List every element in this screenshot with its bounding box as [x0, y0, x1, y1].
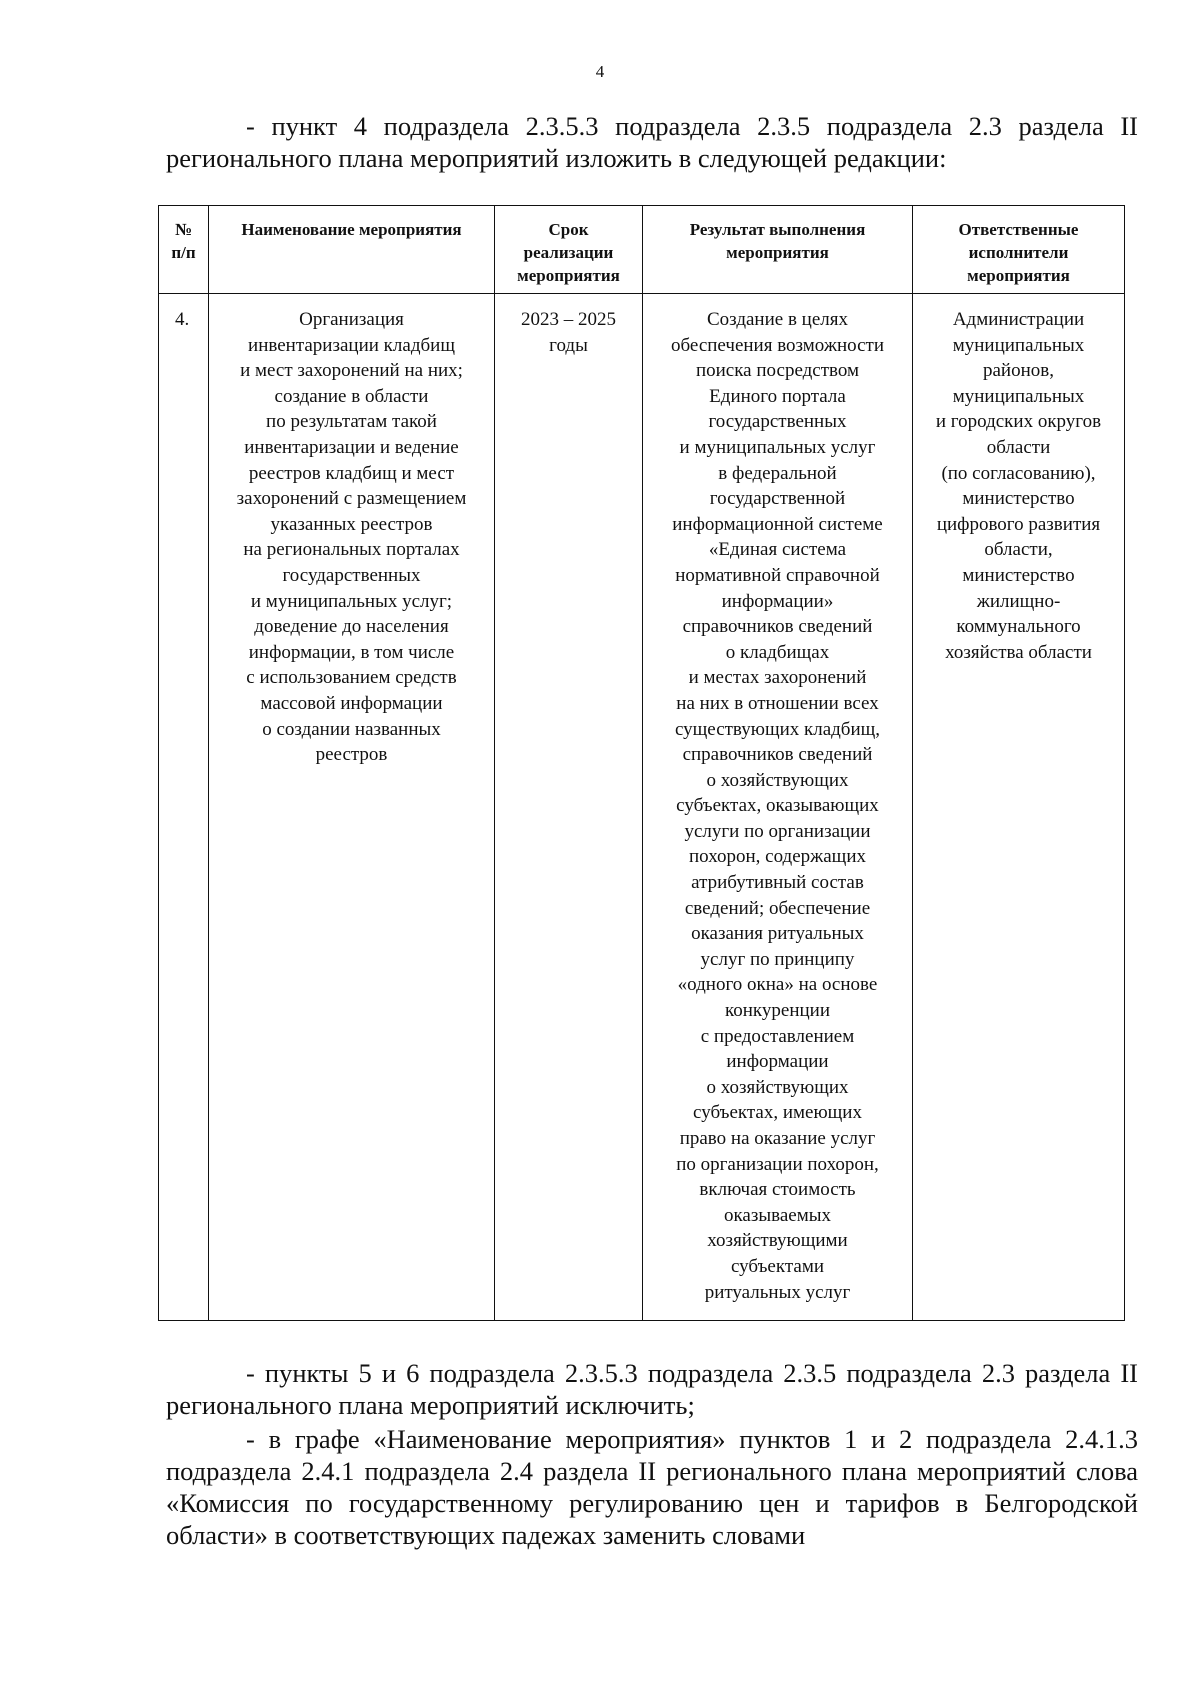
page-number: 4 [595, 62, 605, 81]
intro-paragraph [166, 110, 1138, 174]
header-responsible: Ответственные исполнители мероприятия [913, 206, 1125, 294]
events-table [158, 205, 1125, 1321]
paragraph-replace-words-text: - в графе «Наименование мероприятия» пунктов 1 и 2 подраздела 2.4.1.3 подраздела 2.4.1 подраздела 2.4 раздела II регионального плана мероприятий слова «Комиссия по государственному регулированию цен и тарифов в Белгородской области» в соответствующих падежах заменить словами [166, 1424, 1138, 1550]
cell-result: Создание в целях обеспечения возможности поиска посредством Единого портала государственных и муниципальных услуг в федеральной государственной информационной системе «Единая система нормативной справочной информации» справочников сведений о кладбищах и местах захоронений на них в отношении всех существующих кладбищ, справочников сведений о хозяйствующих субъектах, оказывающих услуги по организации похорон, содержащих атрибутивный состав сведений; обеспечение оказания ритуальных услуг по принципу «одного окна» на основе конкуренции с предоставлением информации о хозяйствующих субъектах, имеющих право на оказание услуг по организации похорон, включая стоимость оказываемых хозяйствующими субъектами ритуальных услуг [643, 294, 913, 1321]
cell-num: 4. [159, 294, 209, 1321]
paragraph-replace-words [166, 1423, 1138, 1551]
header-num: № п/п [159, 206, 209, 294]
cell-responsible: Администрации муниципальных районов, муниципальных и городских округов области (по согласованию), министерство цифрового развития области, министерство жилищно- коммунального хозяйства области [913, 294, 1125, 1321]
table-row [159, 294, 1125, 1321]
paragraph-exclude-items [166, 1357, 1138, 1421]
table-header-row [159, 206, 1125, 294]
cell-name: Организация инвентаризации кладбищ и мест захоронений на них; создание в области по результатам такой инвентаризации и ведение реестров кладбищ и мест захоронений с размещением указанных реестров на региональных порталах государственных и муниципальных услуг; доведение до населения информации, в том числе с использованием средств массовой информации о создании названных реестров [209, 294, 495, 1321]
header-result: Результат выполнения мероприятия [643, 206, 913, 294]
header-name: Наименование мероприятия [209, 206, 495, 294]
cell-term: 2023 – 2025 годы [495, 294, 643, 1321]
intro-paragraph-text: - пункт 4 подраздела 2.3.5.3 подраздела 2.3.5 подраздела 2.3 раздела II регионального плана мероприятий изложить в следующей редакции: [166, 111, 1138, 173]
header-term: Срок реализации мероприятия [495, 206, 643, 294]
paragraph-exclude-items-text: - пункты 5 и 6 подраздела 2.3.5.3 подраздела 2.3.5 подраздела 2.3 раздела II регионального плана мероприятий исключить; [166, 1358, 1138, 1420]
